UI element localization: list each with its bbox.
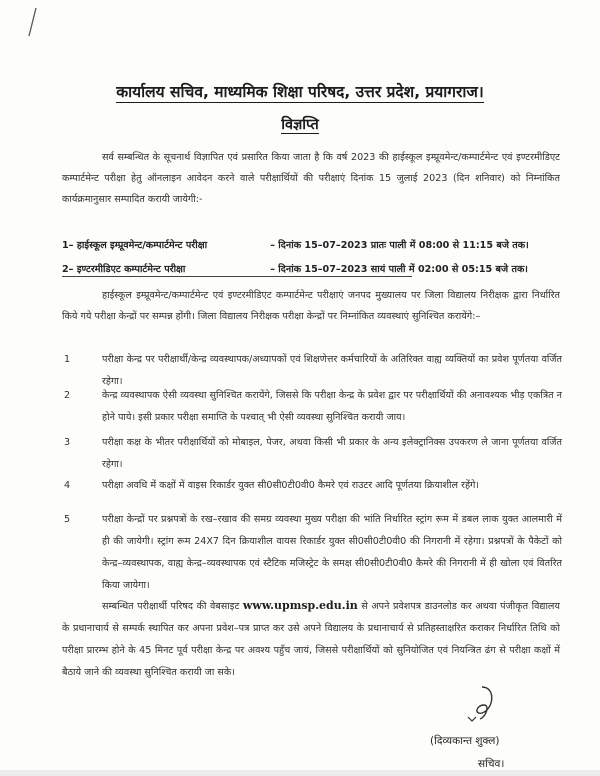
closing-text-start: सम्बन्धित परीक्षार्थी परिषद की वेबसाइट: [102, 601, 240, 612]
arrangement-text: परीक्षा केन्द्रों पर प्रश्नपत्रों के रख–रखाव की समग्र व्यवस्था मुख्य परीक्षा की भांति निर्धारित स्ट्रांग रूम में डबल लाक युक्त आलमारी में ही की जायेगी। स्ट्रांग रूम 24X7 दिन क्रियाशील वायस रिकार्डर युक्त सी0सी0टी0वी0 की निगरानी में रहेगा। प्रश्नपत्रों के पैकेटों को केन्द्र–व्यवस्थापक, वाह्य केन्द्र–व्यवस्थापक एवं स्टैटिक मजिस्ट्रेट के समक्ष सी0सी0टी0वी0 कैमरे की निगरानी में ही खोला एवं वितरित किया जायेगा।: [102, 514, 562, 591]
arrangement-number: 3: [64, 437, 71, 448]
signature-scribble: [462, 683, 502, 723]
notice-title: [0, 114, 600, 134]
office-title: [0, 80, 600, 102]
arrangement-text: परीक्षा कक्ष के भीतर परीक्षार्थियों को मोबाइल, पेजर, अथवा किसी भी प्रकार के अन्य इलेक्ट्रानिक्स उपकरण ले जाना पूर्णतया वर्जित रहेगा।: [102, 437, 562, 470]
closing-paragraph: [62, 595, 560, 684]
arrangement-number: 4: [64, 480, 71, 491]
exam-name: हाईस्कूल इम्प्रूवमेन्ट/कम्पार्टमेन्ट परीक्षा: [76, 240, 208, 251]
office-title-text: कार्यालय सचिव, माध्यमिक शिक्षा परिषद, उत्तर प्रदेश, प्रयागराज।: [116, 83, 484, 101]
arrangement-item: [62, 432, 562, 476]
arrangement-text: केन्द्र व्यवस्थापक ऐसी व्यवस्था सुनिश्चित करायेंगे, जिससे कि परीक्षा केन्द्र के प्रवेश द्वार पर परीक्षार्थियों की अनावश्यक भीड़ एकत्रित न होने पाये। इसी प्रकार परीक्षा समाप्ति के पश्चात् भी ऐसी व्यवस्था सुनिश्चित करायी जाय।: [102, 390, 562, 423]
exam-schedule: – दिनांक 15–07–2023 सायं पाली में 02:00 से 05:15 बजे तक।: [270, 264, 528, 275]
centre-arrangement-paragraph: हाईस्कूल इम्प्रूवमेन्ट/कम्पार्टमेन्ट एवं इण्टरमीडिएट कम्पार्टमेन्ट परीक्षाएं जनपद मुख्यालय पर जिला विद्यालय निरीक्षक द्वारा निर्धारित किये गये परीक्षा केन्द्रों पर सम्पन्न होंगी। जिला विद्यालय निरीक्षक परीक्षा केन्द्रों पर निम्नांकित व्यवस्थाएं सुनिश्चित करायेंगे:–: [62, 290, 560, 322]
exam-number: 1–: [62, 240, 74, 251]
arrangement-text: परीक्षा केन्द्र पर परीक्षार्थी/केन्द्र व्यवस्थापक/अध्यापकों एवं शिक्षणेत्तर कर्मचारियों के अतिरिक्त वाह्य व्यक्तियों का प्रवेश पूर्णतया वर्जित रहेगा।: [102, 354, 563, 387]
closing-text-end: से अपने प्रवेशपत्र डाउनलोड कर अथवा पंजीकृत विद्यालय के प्रधानाचार्य से सम्पर्क स्थापित कर अपना प्रवेश–पत्र प्राप्त कर उसे अपने विद्यालय के प्रधानाचार्य से प्रतिहस्ताक्षरित कराकर निर्धारित तिथि को परीक्षा प्रारम्भ होने के 45 मिनट पूर्व परीक्षा केन्द्र पर अवश्य पहुँच जायं, जिससे परीक्षार्थियों को सुनियोजित एवं नियन्त्रित ढंग से परीक्षा कक्षों में बैठाये जाने की व्यवस्था सुनिश्चित करायी जा सके।: [62, 601, 560, 678]
exam-schedule-row: [62, 238, 562, 251]
exam-name: इण्टरमीडिएट कम्पार्टमेन्ट परीक्षा: [76, 264, 186, 275]
arrangement-number: 1: [64, 354, 71, 365]
signatory-name: (दिव्यकान्त शुक्ल): [430, 735, 500, 747]
scan-bottom-edge: [0, 770, 600, 776]
arrangement-number: 5: [64, 514, 71, 525]
arrangement-text: परीक्षा अवधि में कक्षों में वाइस रिकार्डर युक्त सी0सी0टी0वी0 कैमरे एवं राउटर आदि पूर्णतया क्रियाशील रहेंगे।: [102, 480, 480, 491]
intro-paragraph: सर्व सम्बन्धित के सूचनार्थ विज्ञापित एवं प्रसारित किया जाता है कि वर्ष 2023 की हाईस्कूल इम्प्रूवमेन्ट/कम्पार्टमेन्ट एवं इण्टरमीडिएट कम्पार्टमेन्ट परीक्षा हेतु ऑनलाइन आवेदन करने वाले परीक्षार्थियों की परीक्षाएं दिनांक 15 जुलाई 2023 (दिन शनिवार) को निम्नांकित कार्यक्रमानुसार सम्पादित करायी जायेगी:-: [62, 152, 560, 205]
arrangement-item: [62, 475, 562, 497]
signatory-designation: सचिव।: [478, 758, 505, 770]
website-link[interactable]: www.upmsp.edu.in: [242, 599, 358, 612]
exam-schedule: – दिनांक 15–07–2023 प्रातः पाली में 08:00 से 11:15 बजे तक।: [270, 240, 529, 251]
exam-schedule-row: [62, 262, 562, 275]
notice-title-text: विज्ञप्ति: [281, 117, 319, 133]
pen-stroke-mark: [24, 6, 40, 46]
schedule-underline: [62, 276, 412, 277]
exam-number: 2–: [62, 264, 74, 275]
arrangement-number: 2: [64, 390, 71, 401]
arrangement-item: [62, 509, 562, 597]
arrangement-item: [62, 385, 562, 429]
